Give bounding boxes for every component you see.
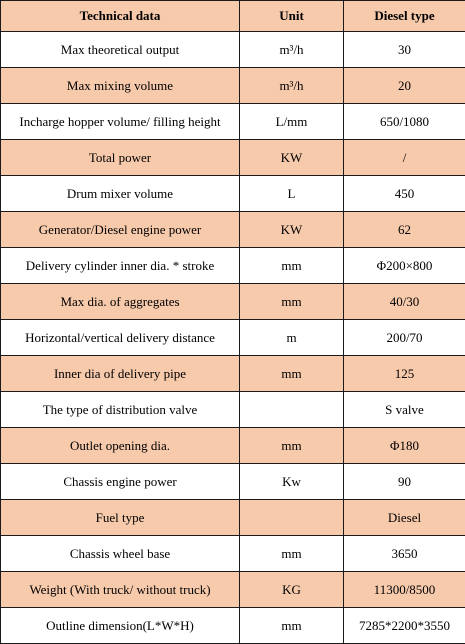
cell-value: Diesel bbox=[344, 500, 465, 536]
cell-value: Φ180 bbox=[344, 428, 465, 464]
cell-parameter: Delivery cylinder inner dia. * stroke bbox=[1, 248, 240, 284]
table-row bbox=[1, 284, 465, 320]
table-row bbox=[1, 608, 465, 644]
header-diesel-type: Diesel type bbox=[344, 1, 465, 32]
cell-unit: mm bbox=[240, 428, 344, 464]
cell-parameter: Max mixing volume bbox=[1, 68, 240, 104]
table-row bbox=[1, 248, 465, 284]
table-row bbox=[1, 68, 465, 104]
cell-unit: m bbox=[240, 320, 344, 356]
cell-unit: KG bbox=[240, 572, 344, 608]
cell-value: 30 bbox=[344, 32, 465, 68]
cell-parameter: Horizontal/vertical delivery distance bbox=[1, 320, 240, 356]
cell-unit bbox=[240, 500, 344, 536]
table-row bbox=[1, 464, 465, 500]
table-row bbox=[1, 536, 465, 572]
table-row bbox=[1, 212, 465, 248]
cell-parameter: Incharge hopper volume/ filling height bbox=[1, 104, 240, 140]
cell-value: / bbox=[344, 140, 465, 176]
header-unit: Unit bbox=[240, 1, 344, 32]
table-row bbox=[1, 392, 465, 428]
cell-value: 40/30 bbox=[344, 284, 465, 320]
table-row bbox=[1, 356, 465, 392]
cell-parameter: Outlet opening dia. bbox=[1, 428, 240, 464]
cell-unit: mm bbox=[240, 608, 344, 644]
cell-parameter: Inner dia of delivery pipe bbox=[1, 356, 240, 392]
cell-parameter: Drum mixer volume bbox=[1, 176, 240, 212]
cell-unit: KW bbox=[240, 140, 344, 176]
cell-parameter: Weight (With truck/ without truck) bbox=[1, 572, 240, 608]
cell-unit: mm bbox=[240, 284, 344, 320]
cell-value: Φ200×800 bbox=[344, 248, 465, 284]
cell-parameter: Chassis wheel base bbox=[1, 536, 240, 572]
cell-value: 650/1080 bbox=[344, 104, 465, 140]
cell-parameter: The type of distribution valve bbox=[1, 392, 240, 428]
cell-value: 125 bbox=[344, 356, 465, 392]
cell-value: S valve bbox=[344, 392, 465, 428]
cell-unit: L bbox=[240, 176, 344, 212]
header-technical-data: Technical data bbox=[1, 1, 240, 32]
table-row bbox=[1, 428, 465, 464]
cell-unit: mm bbox=[240, 536, 344, 572]
cell-value: 11300/8500 bbox=[344, 572, 465, 608]
cell-unit: Kw bbox=[240, 464, 344, 500]
cell-unit: m³/h bbox=[240, 32, 344, 68]
table-row bbox=[1, 104, 465, 140]
cell-unit bbox=[240, 392, 344, 428]
cell-parameter: Max theoretical output bbox=[1, 32, 240, 68]
cell-value: 7285*2200*3550 bbox=[344, 608, 465, 644]
cell-value: 62 bbox=[344, 212, 465, 248]
cell-unit: L/mm bbox=[240, 104, 344, 140]
cell-parameter: Fuel type bbox=[1, 500, 240, 536]
table-row bbox=[1, 32, 465, 68]
cell-value: 200/70 bbox=[344, 320, 465, 356]
cell-value: 450 bbox=[344, 176, 465, 212]
cell-unit: KW bbox=[240, 212, 344, 248]
cell-value: 3650 bbox=[344, 536, 465, 572]
cell-parameter: Outline dimension(L*W*H) bbox=[1, 608, 240, 644]
cell-parameter: Chassis engine power bbox=[1, 464, 240, 500]
table-row bbox=[1, 500, 465, 536]
table-row bbox=[1, 572, 465, 608]
cell-parameter: Total power bbox=[1, 140, 240, 176]
table-row bbox=[1, 320, 465, 356]
cell-unit: mm bbox=[240, 356, 344, 392]
table-row bbox=[1, 176, 465, 212]
cell-unit: m³/h bbox=[240, 68, 344, 104]
cell-value: 20 bbox=[344, 68, 465, 104]
table-row bbox=[1, 140, 465, 176]
cell-parameter: Generator/Diesel engine power bbox=[1, 212, 240, 248]
cell-unit: mm bbox=[240, 248, 344, 284]
cell-parameter: Max dia. of aggregates bbox=[1, 284, 240, 320]
header-row bbox=[1, 1, 465, 32]
cell-value: 90 bbox=[344, 464, 465, 500]
